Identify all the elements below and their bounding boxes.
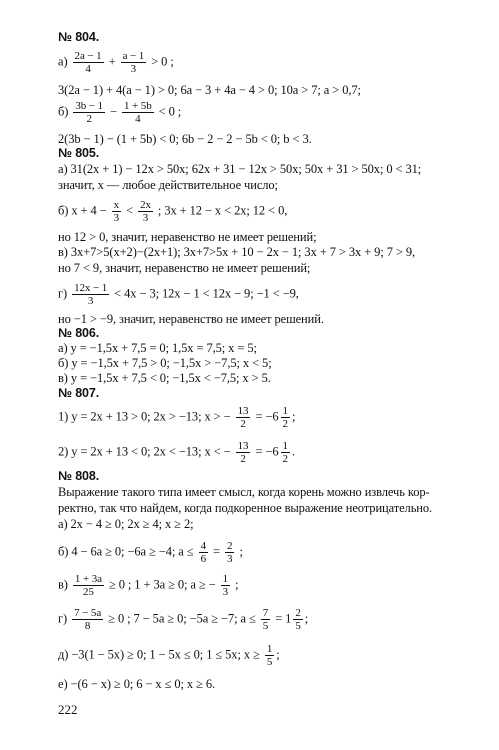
operator: ≥ 0 ; 7 − 5a ≥ 0; −5a ≥ −7; a ≤ [108,611,256,626]
fraction [122,100,154,125]
operator: = −6 [255,409,279,424]
problem-804-b-solution: 2(3b − 1) − (1 + 5b) < 0; 6b − 2 − 2 − 5b < 0; b < 3. [58,132,312,146]
problem-805-a-line1: а) 31(2x + 1) − 12x > 50x; 62x + 31 − 12x > 50x; 50x + 31 > 50x; 0 < 31; [58,162,422,176]
denominator: 3 [227,553,233,565]
problem-805-b-line2: но 12 > 0, значит, неравенство не имеет решений; [58,230,317,244]
numerator: 1 + 3a [74,573,102,585]
numerator: 1 [282,440,288,452]
denominator: 3 [113,212,120,224]
expression-head: 2) y = 2x + 13 < 0; 2x < −13; x < − [58,444,231,459]
fraction [281,405,290,430]
problem-805-d-line2: но −1 > −9, значит, неравенство не имеет решений. [58,312,324,326]
fraction [72,282,109,307]
fraction [236,405,251,430]
problem-805-c-line2: но 7 < 9, значит, неравенство не имеет решений; [58,261,311,275]
operator: < [126,203,134,218]
item-label: б) x + 4 − [58,203,107,218]
page-number: 222 [58,702,78,717]
numerator: 1 + 5b [123,100,152,112]
problem-804-a-task [58,50,174,75]
expression-head: б) 4 − 6a ≥ 0; −6a ≥ −4; a ≤ [58,544,194,559]
expression-tail: ; [239,544,243,559]
fraction [138,199,153,224]
denominator: 4 [85,63,91,75]
expression-tail: ; [291,409,296,424]
problem-806-heading: № 806. [58,326,100,340]
problem-805-c-line1: в) 3x+7>5(x+2)−(2x+1); 3x+7>5x + 10 − 2x − 1; 3x + 7 > 3x + 9; 7 > 9, [58,245,416,259]
fraction [265,643,274,668]
numerator: 13 [237,440,249,452]
numerator: 12x − 1 [74,282,108,294]
problem-806-a: а) y = −1,5x + 7,5 = 0; 1,5x = 7,5; x = 5; [58,341,257,355]
denominator: 6 [200,553,206,565]
expression-tail: ; 3x + 12 − x < 2x; 12 < 0, [157,203,288,218]
expression-tail: < 4x − 3; 12x − 1 < 12x − 9; −1 < −9, [114,286,299,301]
numerator: 1 [222,573,229,585]
numerator: 2x [140,199,151,211]
problem-808-b [58,540,243,565]
fraction [281,440,290,465]
numerator: 3b − 1 [75,100,103,112]
numerator: 1 [282,405,288,417]
denominator: 2 [240,418,246,430]
operator: = 1 [275,611,292,626]
denominator: 25 [83,586,94,598]
operator: = −6 [255,444,279,459]
denominator: 3 [142,212,149,224]
expression-tail: < 0 ; [158,104,182,119]
numerator: 1 [266,643,273,655]
problem-808-a: а) 2x − 4 ≥ 0; 2x ≥ 4; x ≥ 2; [58,517,194,531]
fraction [199,540,208,565]
problem-808-intro-line2: ректно, так что найдем, когда подкоренное выражение неотрицательно. [58,501,433,515]
numerator: 2 [227,540,233,552]
fraction [121,50,147,75]
fraction [261,607,270,632]
denominator: 3 [87,295,94,307]
numerator: 13 [237,405,249,417]
problem-808-e [58,643,280,668]
problem-808-d [58,607,308,632]
expression-tail: > 0 ; [151,54,174,69]
fraction [293,607,302,632]
numerator: x [113,199,120,211]
problem-806-b: б) y = −1,5x + 7,5 > 0; −1,5x > −7,5; x < 5; [58,356,272,370]
numerator: 2a − 1 [74,50,102,62]
problem-807-line1 [58,405,295,430]
fraction [73,573,104,598]
denominator: 5 [295,620,301,632]
denominator: 5 [262,620,269,632]
fraction [72,607,103,632]
problem-807-heading: № 807. [58,386,100,400]
item-label: г) [58,611,68,626]
numerator: 2 [295,607,301,619]
denominator: 5 [266,656,273,668]
fraction [73,100,105,125]
denominator: 2 [282,453,288,465]
problem-804-b-task [58,100,181,125]
numerator: 7 [262,607,269,619]
fraction [221,573,230,598]
problem-808-heading: № 808. [58,469,100,483]
operator: ≥ 0 ; 1 + 3a ≥ 0; a ≥ − [108,577,216,592]
denominator: 2 [240,453,246,465]
denominator: 4 [135,113,141,125]
problem-806-c: в) y = −1,5x + 7,5 < 0; −1,5x < −7,5; x > 5. [58,371,271,385]
problem-807-line2 [58,440,295,465]
operator: − [110,104,117,119]
expression-tail: ; [235,577,239,592]
denominator: 2 [282,418,288,430]
problem-808-f: е) −(6 − x) ≥ 0; 6 − x ≤ 0; x ≥ 6. [58,677,216,691]
item-label: б) [58,104,69,119]
problem-808-c [58,573,238,598]
expression-head: 1) y = 2x + 13 > 0; 2x > −13; x > − [58,409,231,424]
problem-805-d-task [58,282,299,307]
denominator: 3 [130,63,137,75]
item-label: г) [58,286,68,301]
problem-804-heading: № 804. [58,30,100,44]
problem-805-heading: № 805. [58,146,100,160]
expression-tail: ; [304,611,309,626]
denominator: 3 [222,586,229,598]
problem-805-a-line2: значит, x — любое действительное число; [58,178,278,192]
problem-804-a-solution: 3(2a − 1) + 4(a − 1) > 0; 6a − 3 + 4a − 4 > 0; 10a > 7; a > 0,7; [58,83,361,97]
expression-head: д) −3(1 − 5x) ≥ 0; 1 − 5x ≤ 0; 1 ≤ 5x; x ≥ [58,647,260,662]
problem-805-b-task [58,199,287,224]
numerator: 7 − 5a [74,607,102,619]
operator: = [213,544,220,559]
fraction [112,199,121,224]
numerator: 4 [200,540,206,552]
fraction [225,540,234,565]
numerator: a − 1 [122,50,145,62]
item-label: в) [58,577,68,592]
denominator: 8 [84,620,91,632]
fraction [236,440,251,465]
expression-tail: . [291,444,295,459]
item-label: а) [58,54,68,69]
expression-tail: ; [276,647,280,662]
fraction [73,50,104,75]
operator: + [108,54,116,69]
problem-808-intro-line1: Выражение такого типа имеет смысл, когда корень можно извлечь кор- [58,485,430,499]
denominator: 2 [86,113,92,125]
